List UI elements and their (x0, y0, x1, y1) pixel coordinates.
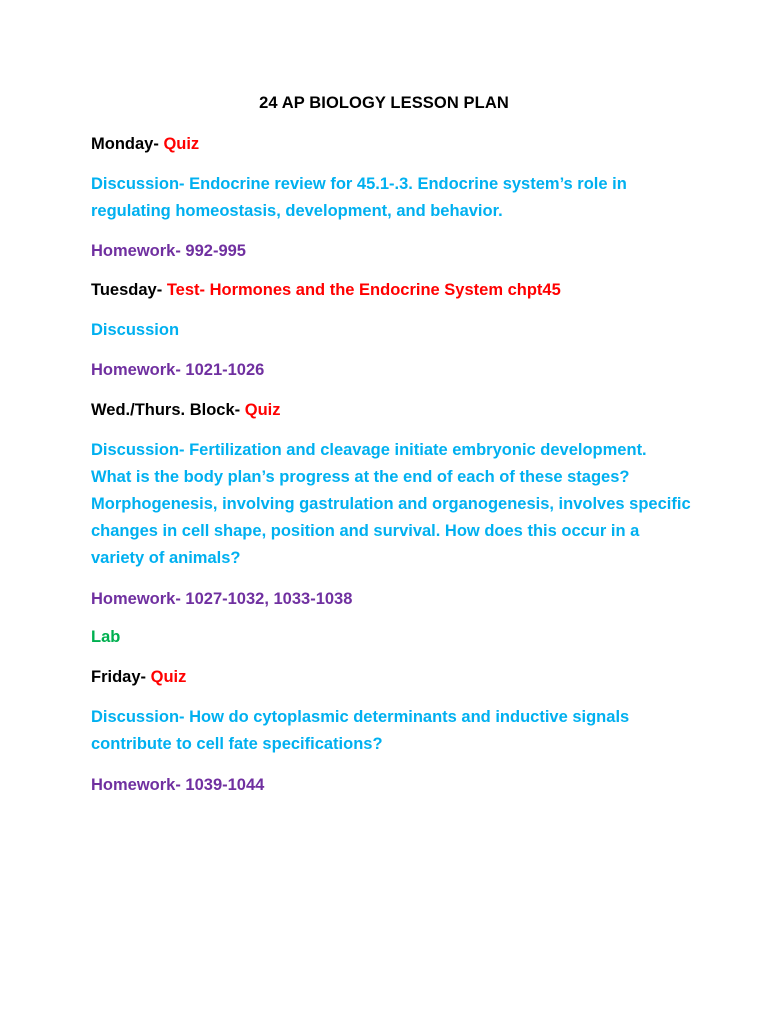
monday-discussion-line: regulating homeostasis, development, and behavior. (91, 202, 503, 220)
monday-homework: Homework- 992-995 (91, 242, 246, 260)
friday-discussion-line: Discussion- How do cytoplasmic determinants and inductive signals (91, 708, 630, 726)
friday-homework: Homework- 1039-1044 (91, 776, 265, 794)
wed-thurs-assessment: Quiz (244, 401, 281, 419)
tuesday-discussion: Discussion (91, 321, 180, 339)
wed-thurs-discussion (91, 437, 711, 572)
friday-assessment: Quiz (150, 668, 187, 686)
page-title: 24 AP BIOLOGY LESSON PLAN (259, 94, 509, 112)
wed-thurs-discussion-line: Morphogenesis, involving gastrulation and organogenesis, involves specific (91, 495, 691, 513)
wed-thurs-discussion-line: What is the body plan’s progress at the end of each of these stages? (91, 468, 630, 486)
monday-assessment: Quiz (163, 135, 200, 153)
wed-thurs-discussion-line: Discussion- Fertilization and cleavage initiate embryonic development. (91, 441, 647, 459)
friday-day-label: Friday- (91, 668, 147, 686)
monday-day-label: Monday- (91, 135, 159, 153)
tuesday-heading (91, 277, 711, 304)
tuesday-assessment: Test- Hormones and the Endocrine System chpt45 (166, 281, 561, 299)
wed-thurs-discussion-line: changes in cell shape, position and survival. How does this occur in a (91, 522, 640, 540)
wed-thurs-discussion-line: variety of animals? (91, 549, 241, 567)
friday-heading (91, 664, 711, 691)
wed-thurs-homework: Homework- 1027-1032, 1033-1038 (91, 590, 353, 608)
monday-discussion-line: Discussion- Endocrine review for 45.1-.3. Endocrine system’s role in (91, 175, 627, 193)
tuesday-day-label: Tuesday- (91, 281, 163, 299)
wed-thurs-day-label: Wed./Thurs. Block- (91, 401, 241, 419)
wed-thurs-lab: Lab (91, 628, 121, 646)
friday-discussion (91, 704, 711, 758)
monday-heading (91, 131, 711, 158)
tuesday-homework: Homework- 1021-1026 (91, 361, 265, 379)
monday-discussion (91, 171, 711, 225)
wed-thurs-heading (91, 397, 711, 424)
friday-discussion-line: contribute to cell fate specifications? (91, 735, 383, 753)
